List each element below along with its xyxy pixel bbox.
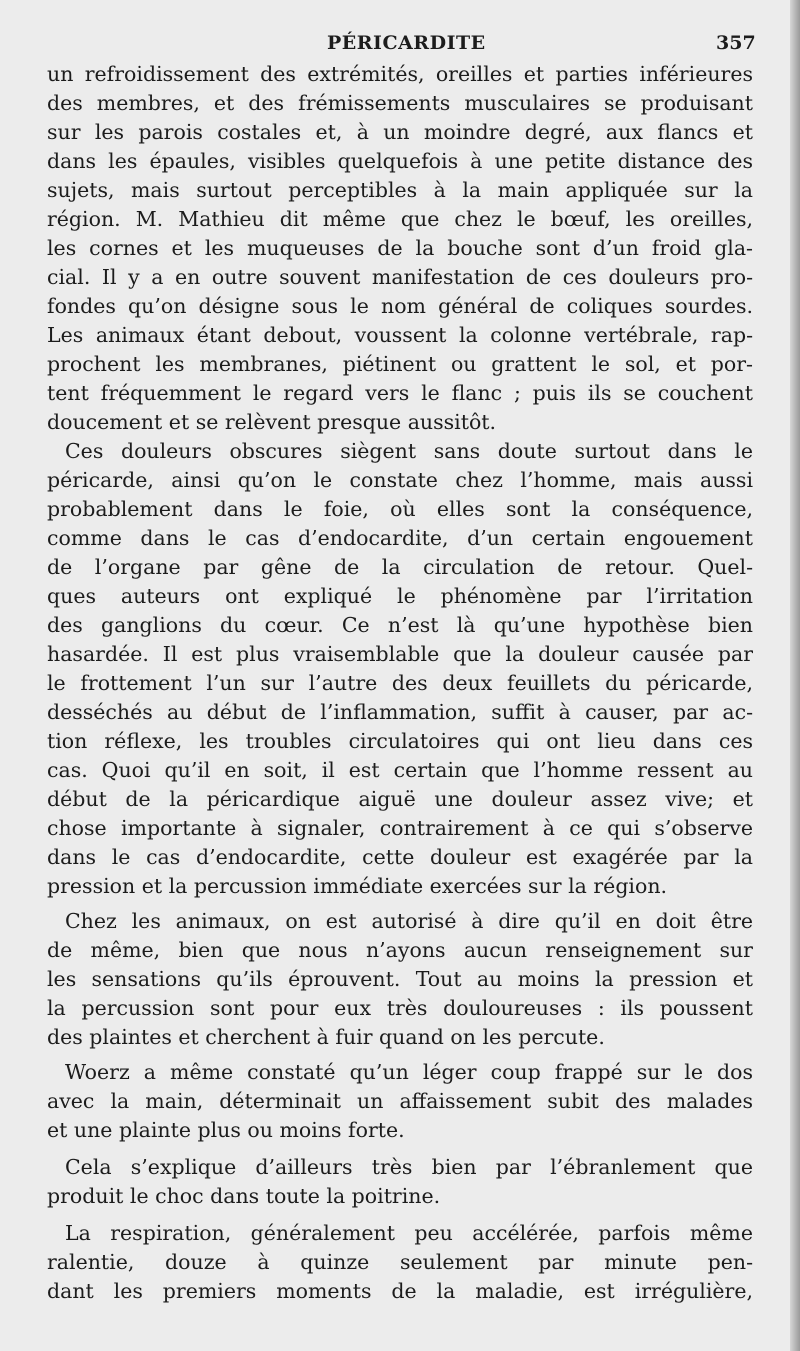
page-header [0, 32, 800, 60]
text-line: ralentie, douze à quinze seulement par minute pen- [47, 1250, 753, 1274]
paragraph-5 [47, 1153, 753, 1211]
text-line: cas. Quoi qu’il en soit, il est certain que l’homme ressent au [47, 758, 753, 782]
paragraph-gap [47, 1145, 753, 1153]
text-line: de l’organe par gêne de la circulation de retour. Quel- [47, 555, 753, 579]
text-line: début de la péricardique aiguë une douleur assez vive; et [47, 787, 753, 811]
text-line: dans le cas d’endocardite, cette douleur est exagérée par la [47, 845, 753, 869]
text-line: cial. Il y a en outre souvent manifestation de ces douleurs pro- [47, 265, 753, 289]
page-edge-shadow [790, 0, 800, 1351]
text-line: Woerz a même constaté qu’un léger coup frappé sur le dos [65, 1060, 753, 1084]
text-line: La respiration, généralement peu accélérée, parfois même [65, 1221, 753, 1245]
text-line: doucement et se relèvent presque aussitôt. [47, 410, 497, 434]
page-number: 357 [716, 32, 756, 54]
text-line: tent fréquemment le regard vers le flanc ; puis ils se couchent [47, 381, 753, 405]
text-line: la percussion sont pour eux très douloureuses : ils poussent [47, 996, 753, 1020]
text-line: chose importante à signaler, contrairement à ce qui s’observe [47, 816, 753, 840]
text-line: un refroidissement des extrémités, oreilles et parties inférieures [47, 62, 753, 86]
text-line: produit le choc dans toute la poitrine. [47, 1184, 441, 1208]
text-line: les cornes et les muqueuses de la bouche sont d’un froid gla- [47, 236, 753, 260]
text-line: de même, bien que nous n’ayons aucun renseignement sur [47, 938, 753, 962]
text-line: des membres, et des frémissements musculaires se produisant [47, 91, 753, 115]
text-line: sur les parois costales et, à un moindre degré, aux flancs et [47, 120, 753, 144]
text-line: Cela s’explique d’ailleurs très bien par l’ébranlement que [65, 1155, 753, 1179]
text-line: fondes qu’on désigne sous le nom général de coliques sourdes. [47, 294, 753, 318]
paragraph-gap [47, 1211, 753, 1219]
paragraph-1 [47, 60, 753, 437]
text-line: dans les épaules, visibles quelquefois à une petite distance des [47, 149, 753, 173]
paragraph-4 [47, 1058, 753, 1145]
text-line: des ganglions du cœur. Ce n’est là qu’une hypothèse bien [47, 613, 753, 637]
text-line: probablement dans le foie, où elles sont la conséquence, [47, 497, 753, 521]
text-line: Chez les animaux, on est autorisé à dire qu’il en doit être [65, 909, 753, 933]
text-line: desséchés au début de l’inflammation, suffit à causer, par ac- [47, 700, 753, 724]
paragraph-2 [47, 437, 753, 901]
text-line: des plaintes et cherchent à fuir quand on les percute. [47, 1025, 605, 1049]
text-line: comme dans le cas d’endocardite, d’un certain engouement [47, 526, 753, 550]
text-line: hasardée. Il est plus vraisemblable que la douleur causée par [47, 642, 753, 666]
text-line: ques auteurs ont expliqué le phénomène par l’irritation [47, 584, 753, 608]
paragraph-6 [47, 1219, 753, 1306]
text-line: prochent les membranes, piétinent ou grattent le sol, et por- [47, 352, 753, 376]
text-line: dant les premiers moments de la maladie, est irrégulière, [47, 1279, 753, 1303]
text-line: avec la main, déterminait un affaissement subit des malades [47, 1089, 753, 1113]
text-line: les sensations qu’ils éprouvent. Tout au moins la pression et [47, 967, 753, 991]
body-text [47, 60, 753, 1306]
text-line: Les animaux étant debout, voussent la colonne vertébrale, rap- [47, 323, 753, 347]
running-title: PÉRICARDITE [327, 32, 486, 54]
text-line: tion réflexe, les troubles circulatoires qui ont lieu dans ces [47, 729, 753, 753]
paragraph-3 [47, 907, 753, 1052]
text-line: et une plainte plus ou moins forte. [47, 1118, 405, 1142]
text-line: région. M. Mathieu dit même que chez le bœuf, les oreilles, [47, 207, 753, 231]
text-line: Ces douleurs obscures siègent sans doute surtout dans le [65, 439, 753, 463]
text-line: le frottement l’un sur l’autre des deux feuillets du péricarde, [47, 671, 753, 695]
text-line: pression et la percussion immédiate exercées sur la région. [47, 874, 668, 898]
text-line: péricarde, ainsi qu’on le constate chez l’homme, mais aussi [47, 468, 753, 492]
text-line: sujets, mais surtout perceptibles à la main appliquée sur la [47, 178, 753, 202]
